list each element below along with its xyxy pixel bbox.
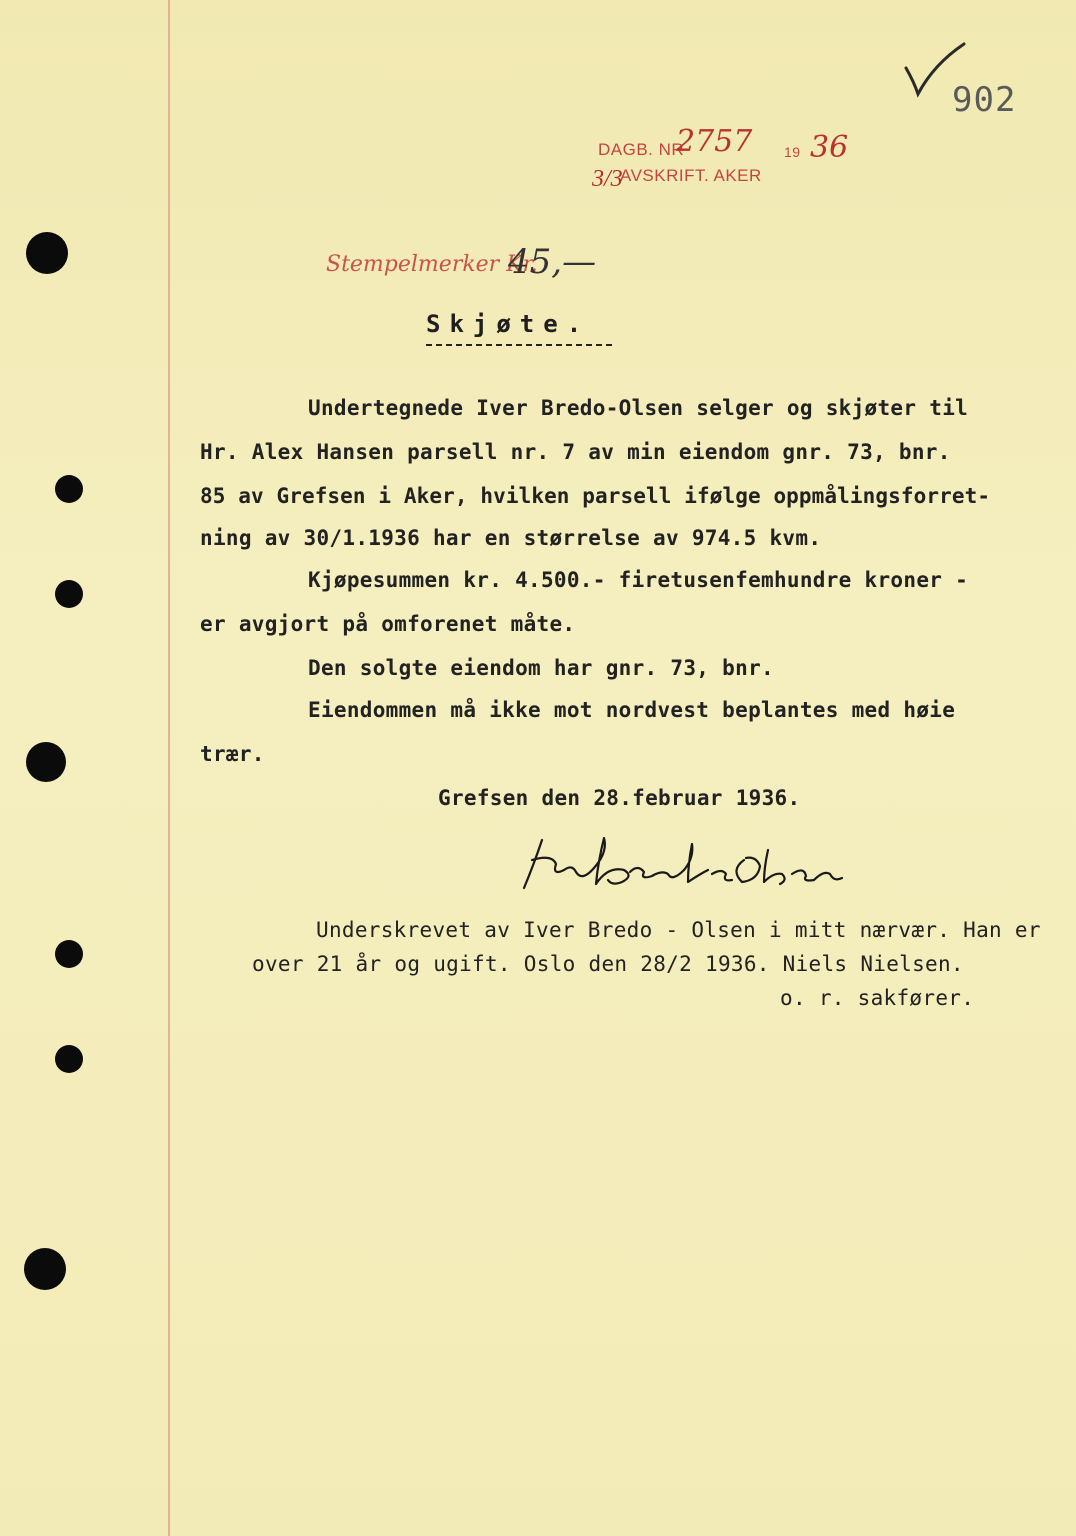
dagb-year-prefix: 19 — [784, 144, 801, 160]
body-line: ning av 30/1.1936 har en størrelse av 974.5 kvm. — [200, 526, 822, 550]
body-line: Kjøpesummen kr. 4.500.- firetusenfemhundre kroner - — [308, 568, 969, 592]
punch-hole — [26, 742, 66, 782]
date-line: Grefsen den 28.februar 1936. — [438, 786, 801, 810]
page-number: 902 — [952, 80, 1017, 120]
body-line: trær. — [200, 742, 265, 766]
body-line: 85 av Grefsen i Aker, hvilken parsell ifølge oppmålingsforret- — [200, 484, 991, 508]
body-line: er avgjort på omforenet måte. — [200, 612, 576, 636]
copy-mark: 3/3 — [592, 166, 623, 192]
punch-hole — [26, 232, 68, 274]
stempelmerker-label: Stempelmerker Kr. — [326, 252, 538, 277]
punch-hole — [24, 1248, 66, 1290]
body-line: Hr. Alex Hansen parsell nr. 7 av min eiendom gnr. 73, bnr. — [200, 440, 951, 464]
punch-hole — [55, 1045, 83, 1073]
dagb-year: 36 — [810, 130, 849, 165]
attestation-line: Underskrevet av Iver Bredo - Olsen i mitt nærvær. Han er — [316, 918, 1041, 942]
body-line: Eiendommen må ikke mot nordvest beplantes med høie — [308, 698, 956, 722]
punch-hole — [55, 580, 83, 608]
document-title: Skjøte. — [426, 310, 591, 338]
dagb-stamp-label: DAGB. NR — [598, 140, 685, 159]
signature — [512, 830, 852, 900]
dagb-number: 2757 — [676, 124, 753, 159]
margin-rule — [168, 0, 170, 1536]
body-line: Undertegnede Iver Bredo-Olsen selger og skjøter til — [308, 396, 969, 420]
title-underline — [426, 344, 612, 346]
stempelmerker-amount: 45,— — [508, 242, 597, 282]
punch-hole — [55, 940, 83, 968]
attestation-line: over 21 år og ugift. Oslo den 28/2 1936. Niels Nielsen. — [252, 952, 964, 976]
avskrift-stamp: AVSKRIFT. AKER — [620, 166, 762, 185]
punch-hole — [55, 475, 83, 503]
body-line: Den solgte eiendom har gnr. 73, bnr. — [308, 656, 774, 680]
attestation-line: o. r. sakfører. — [780, 986, 975, 1010]
